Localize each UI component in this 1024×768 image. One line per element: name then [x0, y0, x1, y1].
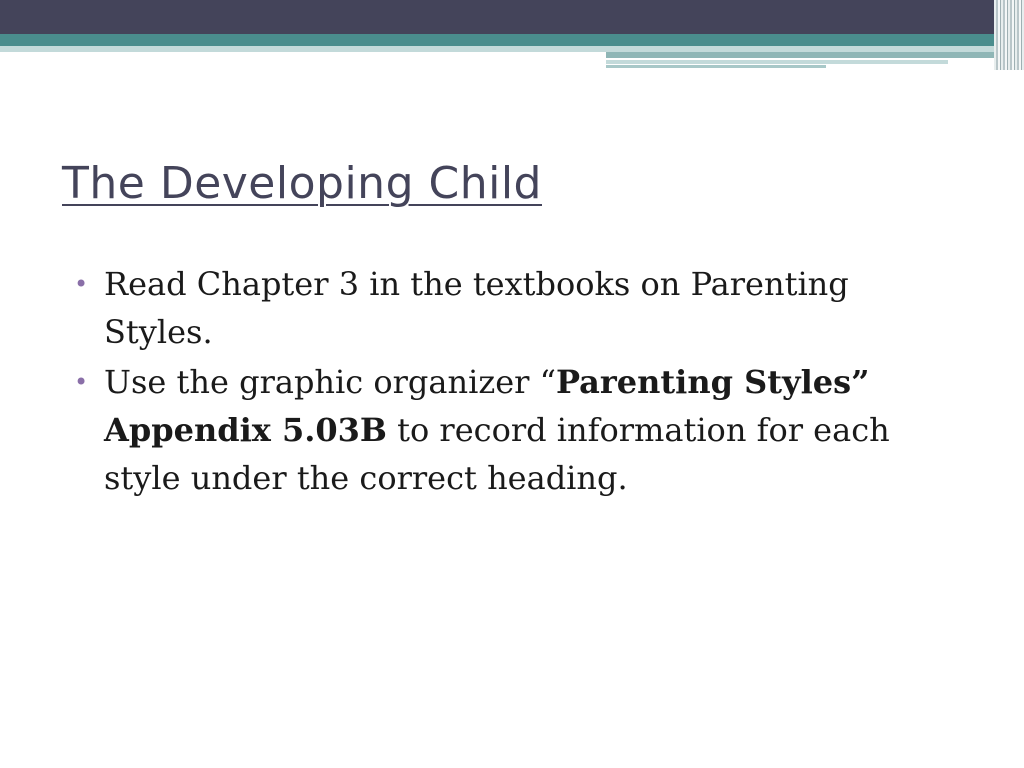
- header-accent-bar: [606, 65, 826, 68]
- header-accent-bar: [606, 60, 948, 64]
- header-stripes: [994, 0, 1024, 70]
- header-teal-bar: [0, 34, 1024, 46]
- bullet-icon: •: [74, 270, 89, 298]
- slide-title: The Developing Child: [62, 158, 542, 209]
- header-accent-bar: [606, 52, 1024, 58]
- bullet-list: [74, 260, 944, 504]
- bullet-item: [74, 260, 944, 356]
- bullet-text: to record information for each style under the correct heading.: [104, 411, 890, 497]
- bullet-text: Read Chapter 3 in the textbooks on Parenting Styles.: [104, 265, 849, 351]
- bullet-text-bold: Parenting Styles” Appendix 5.03B: [104, 363, 870, 449]
- bullet-text: Use the graphic organizer “: [104, 363, 556, 401]
- bullet-item: [74, 358, 944, 502]
- bullet-icon: •: [74, 368, 89, 396]
- header-dark-bar: [0, 0, 1024, 34]
